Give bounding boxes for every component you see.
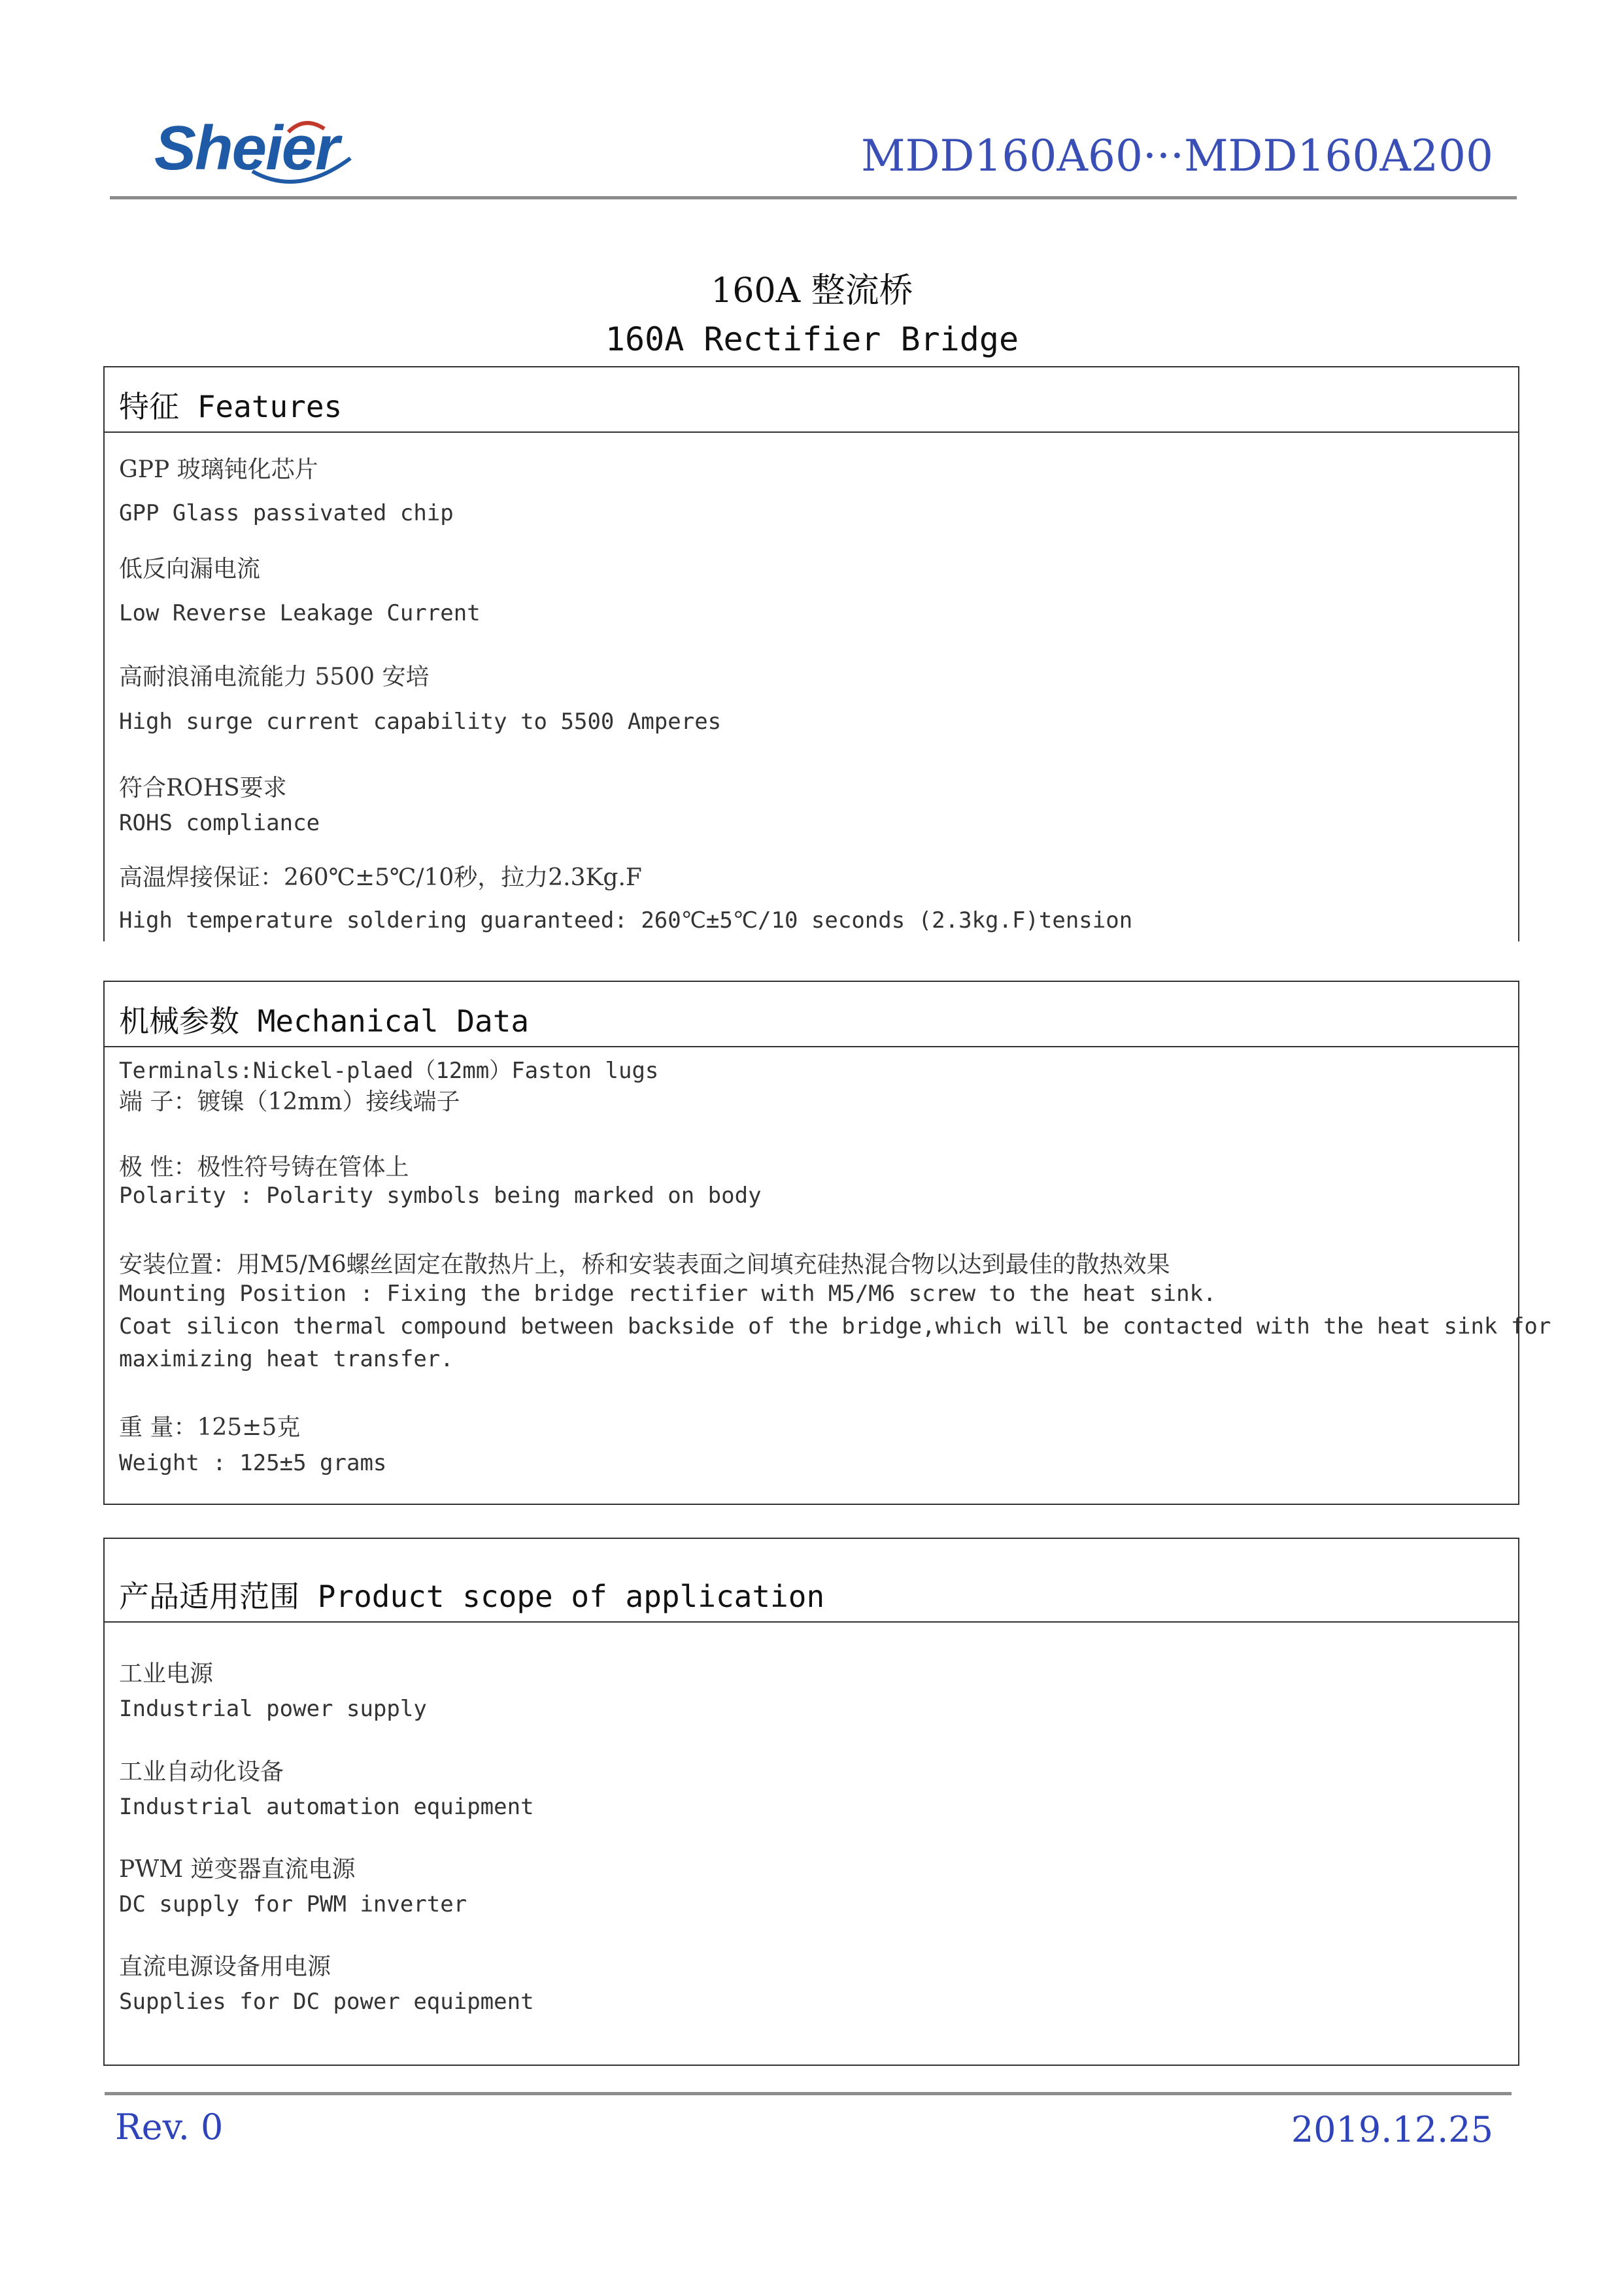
- feature-line: High surge current capability to 5500 Amperes: [119, 709, 722, 735]
- scope-title: 产品适用范围 Product scope of application: [119, 1579, 825, 1614]
- scope-line: Industrial automation equipment: [119, 1794, 534, 1820]
- feature-line: 高耐浪涌电流能力 5500 安培: [119, 664, 430, 690]
- features-title: 特征 Features: [119, 389, 343, 424]
- mechanical-header: [105, 982, 1518, 1047]
- feature-line: 低反向漏电流: [119, 556, 261, 582]
- footer-divider: [105, 2092, 1512, 2095]
- mechanical-line: maximizing heat transfer.: [119, 1346, 454, 1372]
- mechanical-line: 安装位置：用M5/M6螺丝固定在散热片上，桥和安装表面之间填充硅热混合物以达到最佳的散热效果: [119, 1251, 1170, 1278]
- revision-label: Rev. 0: [115, 2106, 224, 2148]
- model-range: MDD160A60···MDD160A200: [861, 131, 1493, 181]
- feature-line: GPP Glass passivated chip: [119, 500, 454, 526]
- feature-line: Low Reverse Leakage Current: [119, 600, 481, 626]
- header-divider: [110, 196, 1517, 199]
- mechanical-line: 重 量：125±5克: [119, 1414, 301, 1441]
- mechanical-line: 极 性：极性符号铸在管体上: [119, 1154, 409, 1181]
- feature-line: 符合ROHS要求: [119, 775, 287, 801]
- document-date: 2019.12.25: [1291, 2109, 1493, 2150]
- mechanical-section: [103, 981, 1551, 1505]
- scope-line: 直流电源设备用电源: [119, 1953, 331, 1980]
- scope-header: [105, 1539, 1518, 1623]
- mechanical-line: Weight : 125±5 grams: [119, 1450, 387, 1476]
- feature-line: GPP 玻璃钝化芯片: [119, 456, 318, 483]
- company-logo: [154, 112, 377, 191]
- page-title-cn: 160A 整流桥: [711, 271, 913, 311]
- mechanical-line: Coat silicon thermal compound between backside of the bridge,which will be contacted with the heat sink for: [119, 1313, 1551, 1340]
- mechanical-title: 机械参数 Mechanical Data: [119, 1004, 530, 1039]
- scope-line: 工业自动化设备: [119, 1759, 284, 1785]
- feature-line: ROHS compliance: [119, 810, 320, 836]
- mechanical-line: Terminals:Nickel-plaed（12mm）Faston lugs: [119, 1058, 659, 1084]
- scope-line: DC supply for PWM inverter: [119, 1891, 467, 1917]
- page-title-en: 160A Rectifier Bridge: [605, 320, 1019, 358]
- scope-line: Supplies for DC power equipment: [119, 1989, 534, 2015]
- logo-text: Sheier: [154, 113, 339, 183]
- features-header: [105, 367, 1518, 433]
- mechanical-line: Polarity : Polarity symbols being marked on body: [119, 1183, 762, 1209]
- feature-line: 高温焊接保证：260℃±5℃/10秒，拉力2.3Kg.F: [119, 864, 642, 891]
- feature-line: High temperature soldering guaranteed: 260℃±5℃/10 seconds (2.3kg.F)tension: [119, 907, 1133, 934]
- features-section: [103, 366, 1519, 941]
- scope-line: 工业电源: [119, 1661, 214, 1687]
- scope-line: PWM 逆变器直流电源: [119, 1856, 356, 1883]
- mechanical-line: 端 子：镀镍（12mm）接线端子: [119, 1088, 460, 1115]
- mechanical-line: Mounting Position : Fixing the bridge rectifier with M5/M6 screw to the heat sink.: [119, 1281, 1217, 1307]
- scope-line: Industrial power supply: [119, 1696, 427, 1722]
- scope-section: [103, 1538, 1519, 2066]
